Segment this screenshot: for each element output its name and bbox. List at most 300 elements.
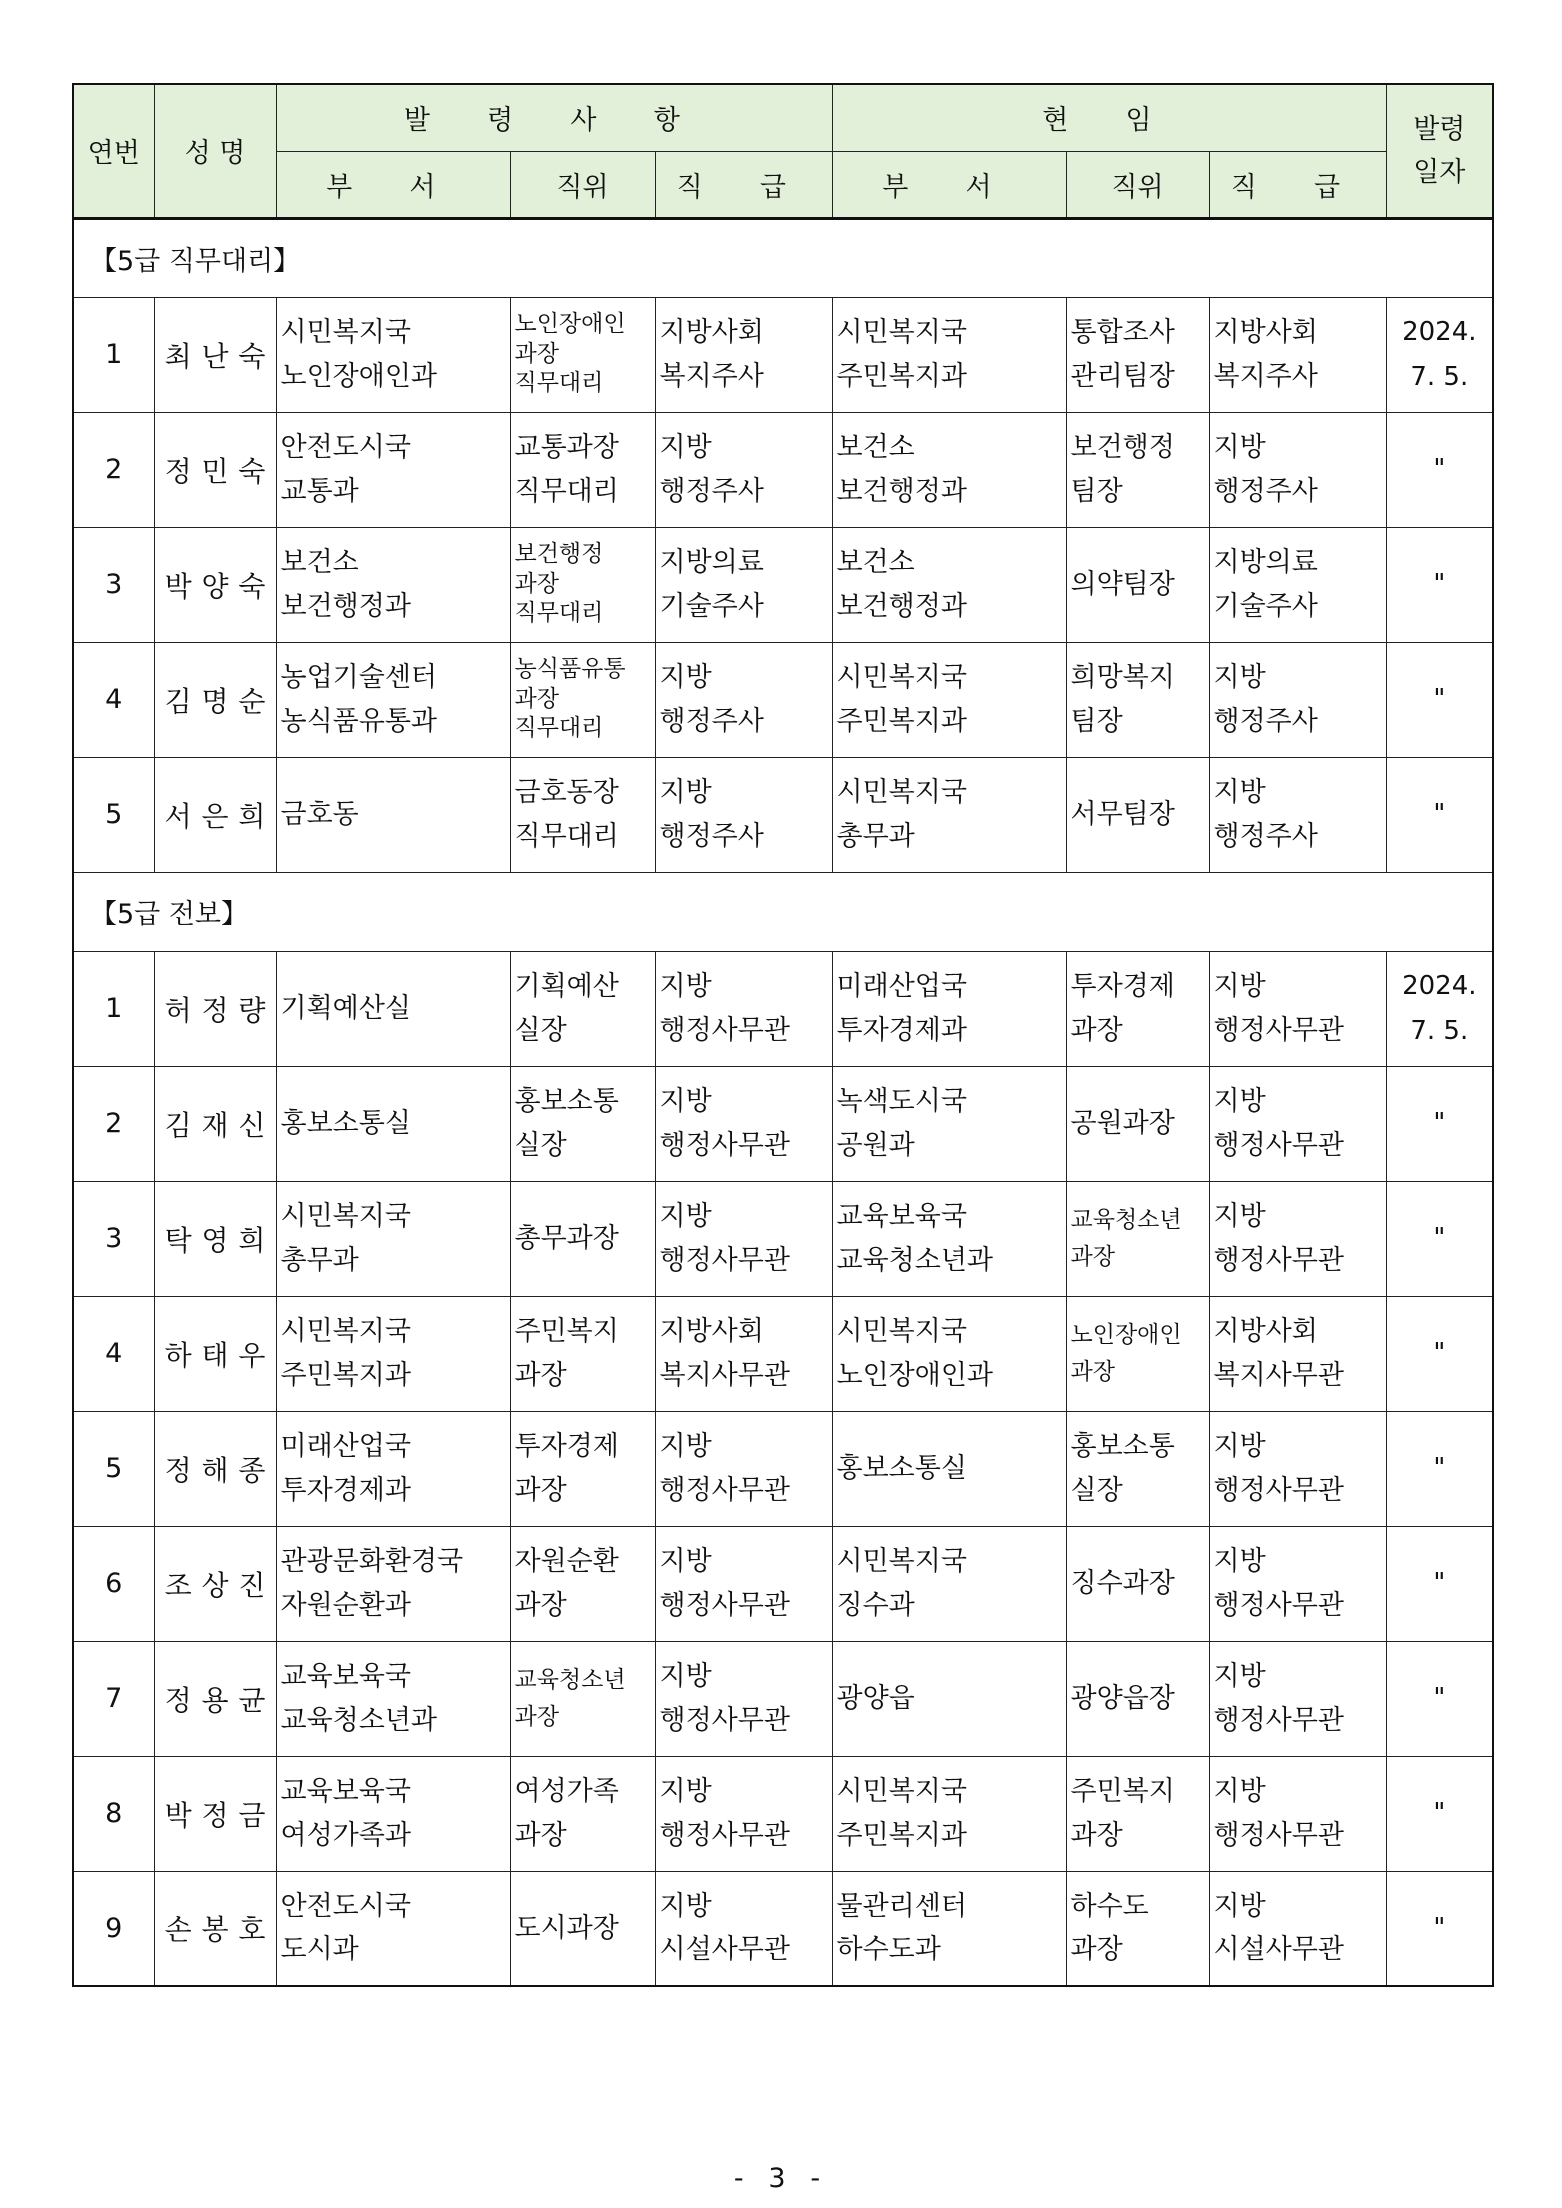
order-dept-cell <box>276 412 510 527</box>
cell-line: 보건행정과 <box>836 590 967 622</box>
cell-line: 행정사무관 <box>659 1014 790 1046</box>
cell-line: 희망복지 <box>1070 662 1175 694</box>
cell-line: 관광문화환경국 <box>280 1546 464 1578</box>
cell-line: 복지주사 <box>659 360 764 392</box>
cell-line: 공원과 <box>836 1129 915 1161</box>
cell-line: 과장 <box>514 340 559 367</box>
current-position-cell <box>1066 412 1209 527</box>
current-grade-cell <box>1209 1871 1386 1986</box>
order-date: " <box>1386 1871 1493 1986</box>
current-position-cell <box>1066 1756 1209 1871</box>
cell-line: 주민복지과 <box>280 1359 411 1391</box>
current-grade-cell <box>1209 642 1386 757</box>
cell-line: 여성가족 <box>514 1776 619 1808</box>
person-name: 최난숙 <box>154 297 276 412</box>
cell-line: 시민복지국 <box>280 1201 411 1233</box>
person-name: 정용균 <box>154 1641 276 1756</box>
order-date: " <box>1386 1066 1493 1181</box>
cell-line: 도시과 <box>280 1934 359 1966</box>
col-header-order-position: 직위 <box>510 151 655 218</box>
cell-line: 지방사회 <box>1213 317 1318 349</box>
cell-line: 행정주사 <box>659 705 764 737</box>
cell-line: 광양읍 <box>836 1682 915 1714</box>
current-grade-cell <box>1209 951 1386 1066</box>
order-position-cell <box>510 1871 655 1986</box>
cell-line: 복지사무관 <box>659 1359 790 1391</box>
cell-line: 실장 <box>514 1014 567 1046</box>
person-name: 김재신 <box>154 1066 276 1181</box>
cell-line: 과장 <box>1070 1358 1115 1385</box>
cell-line: 행정사무관 <box>659 1129 790 1161</box>
table-row <box>73 1641 1493 1756</box>
cell-line: 시설사무관 <box>659 1934 790 1966</box>
current-position-cell <box>1066 642 1209 757</box>
current-position-cell <box>1066 1411 1209 1526</box>
cell-line: 안전도시국 <box>280 432 411 464</box>
table-header <box>73 84 1493 218</box>
col-header-no: 연번 <box>73 84 154 218</box>
cell-line: 농식품유통과 <box>280 705 437 737</box>
current-grade-cell <box>1209 1181 1386 1296</box>
cell-line: 시민복지국 <box>836 1316 967 1348</box>
order-dept-cell <box>276 642 510 757</box>
row-number: 7 <box>73 1641 154 1756</box>
cell-line: 보건소 <box>836 547 915 579</box>
order-grade-cell <box>655 757 832 872</box>
cell-line: 지방 <box>659 1086 712 1118</box>
cell-line: 과장 <box>514 685 559 712</box>
order-position-cell <box>510 527 655 642</box>
table-row <box>73 642 1493 757</box>
cell-line: 교육청소년과 <box>836 1244 994 1276</box>
cell-line: 지방 <box>659 971 712 1003</box>
cell-line: 투자경제과 <box>280 1474 411 1506</box>
row-number: 5 <box>73 1411 154 1526</box>
order-grade-cell <box>655 642 832 757</box>
order-grade-cell <box>655 1526 832 1641</box>
current-dept-cell <box>832 297 1066 412</box>
cell-line: 직무대리 <box>514 715 604 742</box>
order-grade-cell <box>655 297 832 412</box>
cell-line: 교육청소년과 <box>280 1704 437 1736</box>
cell-line: 시설사무관 <box>1213 1934 1344 1966</box>
person-name: 김명순 <box>154 642 276 757</box>
cell-line: 금호동장 <box>514 777 619 809</box>
cell-line: 지방 <box>1213 1776 1266 1808</box>
cell-line: 과장 <box>1070 1243 1115 1270</box>
current-dept-cell <box>832 1641 1066 1756</box>
cell-line: 지방 <box>1213 432 1266 464</box>
cell-line: 물관리센터 <box>836 1891 967 1923</box>
row-number: 9 <box>73 1871 154 1986</box>
order-position-cell <box>510 1756 655 1871</box>
order-dept-cell <box>276 1066 510 1181</box>
row-number: 2 <box>73 1066 154 1181</box>
person-name: 서은희 <box>154 757 276 872</box>
cell-line: 지방 <box>1213 1431 1266 1463</box>
cell-line: 투자경제 <box>1070 971 1175 1003</box>
cell-line: 행정주사 <box>659 820 764 852</box>
person-name: 조상진 <box>154 1526 276 1641</box>
section-title: 【5급 전보】 <box>73 872 1493 951</box>
cell-line: 과장 <box>1070 1819 1123 1851</box>
cell-line: 행정사무관 <box>659 1819 790 1851</box>
current-dept-cell <box>832 1066 1066 1181</box>
cell-line: 교육청소년 <box>1070 1206 1182 1233</box>
order-date: 2024. 7. 5. <box>1386 297 1493 412</box>
cell-line: 공원과장 <box>1070 1107 1175 1139</box>
cell-line: 지방 <box>659 1661 712 1693</box>
person-name: 허정량 <box>154 951 276 1066</box>
order-position-cell <box>510 1641 655 1756</box>
cell-line: 총무과 <box>280 1244 359 1276</box>
order-position-cell <box>510 1296 655 1411</box>
cell-line: 의약팀장 <box>1070 568 1175 600</box>
person-name: 박정금 <box>154 1756 276 1871</box>
cell-line: 행정사무관 <box>1213 1589 1344 1621</box>
cell-line: 보건행정 <box>1070 432 1175 464</box>
cell-line: 광양읍장 <box>1070 1682 1175 1714</box>
cell-line: 지방 <box>1213 777 1266 809</box>
cell-line: 기술주사 <box>659 590 764 622</box>
cell-line: 징수과 <box>836 1589 915 1621</box>
cell-line: 자원순환 <box>514 1546 619 1578</box>
current-dept-cell <box>832 1181 1066 1296</box>
row-number: 8 <box>73 1756 154 1871</box>
order-date: " <box>1386 1296 1493 1411</box>
cell-line: 시민복지국 <box>836 777 967 809</box>
person-name: 손봉호 <box>154 1871 276 1986</box>
person-name: 정민숙 <box>154 412 276 527</box>
order-position-cell <box>510 297 655 412</box>
cell-line: 보건소 <box>836 432 915 464</box>
cell-line: 교통과장 <box>514 432 619 464</box>
col-header-current-position: 직위 <box>1066 151 1209 218</box>
table-row <box>73 757 1493 872</box>
cell-line: 지방 <box>1213 1891 1266 1923</box>
cell-line: 과장 <box>514 1819 567 1851</box>
current-grade-cell <box>1209 1641 1386 1756</box>
cell-line: 실장 <box>514 1129 567 1161</box>
current-position-cell <box>1066 1066 1209 1181</box>
order-dept-cell <box>276 1641 510 1756</box>
cell-line: 여성가족과 <box>280 1819 411 1851</box>
cell-line: 시민복지국 <box>836 1776 967 1808</box>
current-dept-cell <box>832 527 1066 642</box>
cell-line: 지방의료 <box>659 547 764 579</box>
col-header-current-dept: 부 서 <box>832 151 1066 218</box>
order-dept-cell <box>276 297 510 412</box>
cell-line: 행정사무관 <box>1213 1129 1344 1161</box>
cell-line: 홍보소통 <box>514 1086 619 1118</box>
order-date: " <box>1386 757 1493 872</box>
current-grade-cell <box>1209 1756 1386 1871</box>
current-dept-cell <box>832 412 1066 527</box>
order-grade-cell <box>655 1066 832 1181</box>
current-dept-cell <box>832 951 1066 1066</box>
cell-line: 지방의료 <box>1213 547 1318 579</box>
current-grade-cell <box>1209 1411 1386 1526</box>
cell-line: 행정사무관 <box>659 1704 790 1736</box>
cell-line: 교육보육국 <box>280 1776 411 1808</box>
order-date: " <box>1386 1411 1493 1526</box>
cell-line: 보건행정과 <box>280 590 411 622</box>
cell-line: 기획예산 <box>514 971 619 1003</box>
order-position-cell <box>510 1411 655 1526</box>
cell-line: 복지주사 <box>1213 360 1318 392</box>
section-row <box>73 872 1493 951</box>
cell-line: 지방사회 <box>659 1316 764 1348</box>
cell-line: 지방 <box>659 1431 712 1463</box>
person-name: 하태우 <box>154 1296 276 1411</box>
table-row <box>73 412 1493 527</box>
cell-line: 시민복지국 <box>280 317 411 349</box>
order-position-cell <box>510 951 655 1066</box>
cell-line: 하수도과 <box>836 1934 941 1966</box>
current-dept-cell <box>832 1411 1066 1526</box>
current-position-cell <box>1066 1871 1209 1986</box>
cell-line: 노인장애인 <box>1070 1321 1182 1348</box>
order-date: " <box>1386 1526 1493 1641</box>
cell-line: 교육청소년 <box>514 1666 626 1693</box>
cell-line: 투자경제 <box>514 1431 619 1463</box>
cell-line: 지방 <box>659 432 712 464</box>
cell-line: 시민복지국 <box>280 1316 411 1348</box>
order-date: " <box>1386 642 1493 757</box>
cell-line: 홍보소통실 <box>280 1107 411 1139</box>
cell-line: 직무대리 <box>514 475 619 507</box>
current-position-cell <box>1066 1526 1209 1641</box>
page-number: - 3 - <box>733 2163 829 2194</box>
order-date: " <box>1386 1181 1493 1296</box>
cell-line: 과장 <box>514 570 559 597</box>
order-grade-cell <box>655 1296 832 1411</box>
cell-line: 지방 <box>1213 971 1266 1003</box>
table-row <box>73 951 1493 1066</box>
cell-line: 교통과 <box>280 475 359 507</box>
cell-line: 주민복지과 <box>836 705 967 737</box>
cell-line: 시민복지국 <box>836 317 967 349</box>
table-body <box>73 218 1493 1986</box>
order-dept-cell <box>276 1411 510 1526</box>
order-date: " <box>1386 527 1493 642</box>
cell-line: 행정사무관 <box>1213 1704 1344 1736</box>
cell-line: 직무대리 <box>514 600 604 627</box>
table-row <box>73 297 1493 412</box>
order-dept-cell <box>276 1756 510 1871</box>
order-dept-cell <box>276 1526 510 1641</box>
current-position-cell <box>1066 757 1209 872</box>
col-header-current-group: 현 임 <box>832 84 1386 151</box>
cell-line: 시민복지국 <box>836 1546 967 1578</box>
row-number: 1 <box>73 297 154 412</box>
order-dept-cell <box>276 1296 510 1411</box>
cell-line: 노인장애인과 <box>836 1359 994 1391</box>
cell-line: 노인장애인 <box>514 310 626 337</box>
cell-line: 지방사회 <box>659 317 764 349</box>
cell-line: 홍보소통 <box>1070 1431 1175 1463</box>
order-position-cell <box>510 1526 655 1641</box>
cell-line: 총무과장 <box>514 1222 619 1254</box>
cell-line: 행정사무관 <box>659 1474 790 1506</box>
col-header-order-dept: 부 서 <box>276 151 510 218</box>
order-position-cell <box>510 1181 655 1296</box>
current-dept-cell <box>832 642 1066 757</box>
order-date: " <box>1386 412 1493 527</box>
cell-line: 하수도 <box>1070 1891 1149 1923</box>
cell-line: 지방 <box>659 777 712 809</box>
cell-line: 과장 <box>1070 1014 1123 1046</box>
cell-line: 과장 <box>514 1359 567 1391</box>
current-dept-cell <box>832 1756 1066 1871</box>
cell-line: 미래산업국 <box>836 971 967 1003</box>
order-grade-cell <box>655 1756 832 1871</box>
order-position-cell <box>510 642 655 757</box>
current-grade-cell <box>1209 412 1386 527</box>
cell-line: 주민복지과 <box>836 1819 967 1851</box>
current-position-cell <box>1066 527 1209 642</box>
cell-line: 지방 <box>1213 1661 1266 1693</box>
current-position-cell <box>1066 1181 1209 1296</box>
row-number: 6 <box>73 1526 154 1641</box>
section-row <box>73 218 1493 297</box>
cell-line: 안전도시국 <box>280 1891 411 1923</box>
table-row <box>73 1756 1493 1871</box>
row-number: 2 <box>73 412 154 527</box>
cell-line: 농식품유통 <box>514 655 626 682</box>
cell-line: 금호동 <box>280 798 359 830</box>
order-dept-cell <box>276 1181 510 1296</box>
cell-line: 행정주사 <box>1213 475 1318 507</box>
cell-line: 지방 <box>1213 1086 1266 1118</box>
cell-line: 팀장 <box>1070 705 1123 737</box>
table-row <box>73 1411 1493 1526</box>
person-name: 탁영희 <box>154 1181 276 1296</box>
section-title: 【5급 직무대리】 <box>73 218 1493 297</box>
cell-line: 투자경제과 <box>836 1014 967 1046</box>
cell-line: 직무대리 <box>514 370 604 397</box>
row-number: 4 <box>73 642 154 757</box>
cell-line: 관리팀장 <box>1070 360 1175 392</box>
order-dept-cell <box>276 951 510 1066</box>
cell-line: 행정사무관 <box>1213 1244 1344 1276</box>
cell-line: 행정주사 <box>659 475 764 507</box>
cell-line: 교육보육국 <box>836 1201 967 1233</box>
order-grade-cell <box>655 1181 832 1296</box>
cell-line: 주민복지과 <box>836 360 967 392</box>
current-position-cell <box>1066 951 1209 1066</box>
col-header-date: 발령 일자 <box>1386 84 1493 218</box>
cell-line: 통합조사 <box>1070 317 1175 349</box>
cell-line: 보건소 <box>280 547 359 579</box>
cell-line: 기술주사 <box>1213 590 1318 622</box>
person-name: 정해종 <box>154 1411 276 1526</box>
personnel-order-table <box>72 83 1494 1987</box>
person-name: 박양숙 <box>154 527 276 642</box>
order-position-cell <box>510 412 655 527</box>
cell-line: 지방사회 <box>1213 1316 1318 1348</box>
col-header-order-group: 발 령 사 항 <box>276 84 832 151</box>
current-position-cell <box>1066 297 1209 412</box>
current-position-cell <box>1066 1296 1209 1411</box>
current-grade-cell <box>1209 757 1386 872</box>
current-grade-cell <box>1209 1066 1386 1181</box>
current-dept-cell <box>832 757 1066 872</box>
cell-line: 실장 <box>1070 1474 1123 1506</box>
current-dept-cell <box>832 1526 1066 1641</box>
current-dept-cell <box>832 1296 1066 1411</box>
cell-line: 복지사무관 <box>1213 1359 1344 1391</box>
order-position-cell <box>510 1066 655 1181</box>
order-grade-cell <box>655 951 832 1066</box>
table-row <box>73 1526 1493 1641</box>
row-number: 3 <box>73 527 154 642</box>
cell-line: 농업기술센터 <box>280 662 437 694</box>
current-position-cell <box>1066 1641 1209 1756</box>
row-number: 3 <box>73 1181 154 1296</box>
cell-line: 서무팀장 <box>1070 798 1175 830</box>
cell-line: 교육보육국 <box>280 1661 411 1693</box>
cell-line: 과장 <box>514 1703 559 1730</box>
cell-line: 주민복지 <box>514 1316 619 1348</box>
row-number: 5 <box>73 757 154 872</box>
order-date: " <box>1386 1641 1493 1756</box>
cell-line: 징수과장 <box>1070 1567 1175 1599</box>
cell-line: 직무대리 <box>514 820 619 852</box>
row-number: 4 <box>73 1296 154 1411</box>
col-header-current-grade: 직 급 <box>1209 151 1386 218</box>
current-grade-cell <box>1209 297 1386 412</box>
current-grade-cell <box>1209 1296 1386 1411</box>
cell-line: 행정사무관 <box>1213 1474 1344 1506</box>
cell-line: 노인장애인과 <box>280 360 437 392</box>
col-header-name: 성 명 <box>154 84 276 218</box>
table-row <box>73 1066 1493 1181</box>
order-dept-cell <box>276 1871 510 1986</box>
order-date: " <box>1386 1756 1493 1871</box>
order-grade-cell <box>655 1411 832 1526</box>
table-row <box>73 527 1493 642</box>
cell-line: 지방 <box>1213 1546 1266 1578</box>
table-row <box>73 1296 1493 1411</box>
cell-line: 지방 <box>659 662 712 694</box>
cell-line: 보건행정 <box>514 540 604 567</box>
order-dept-cell <box>276 527 510 642</box>
cell-line: 팀장 <box>1070 475 1123 507</box>
cell-line: 지방 <box>659 1201 712 1233</box>
cell-line: 미래산업국 <box>280 1431 411 1463</box>
row-number: 1 <box>73 951 154 1066</box>
cell-line: 자원순환과 <box>280 1589 411 1621</box>
col-header-order-grade: 직 급 <box>655 151 832 218</box>
cell-line: 행정사무관 <box>659 1589 790 1621</box>
cell-line: 총무과 <box>836 820 915 852</box>
cell-line: 지방 <box>659 1891 712 1923</box>
cell-line: 행정주사 <box>1213 705 1318 737</box>
cell-line: 기획예산실 <box>280 992 411 1024</box>
cell-line: 주민복지 <box>1070 1776 1175 1808</box>
cell-line: 도시과장 <box>514 1912 619 1944</box>
table-row <box>73 1181 1493 1296</box>
cell-line: 지방 <box>659 1546 712 1578</box>
order-date: 2024. 7. 5. <box>1386 951 1493 1066</box>
cell-line: 홍보소통실 <box>836 1452 967 1484</box>
cell-line: 행정사무관 <box>1213 1819 1344 1851</box>
cell-line: 녹색도시국 <box>836 1086 967 1118</box>
current-grade-cell <box>1209 527 1386 642</box>
table-row <box>73 1871 1493 1986</box>
cell-line: 보건행정과 <box>836 475 967 507</box>
